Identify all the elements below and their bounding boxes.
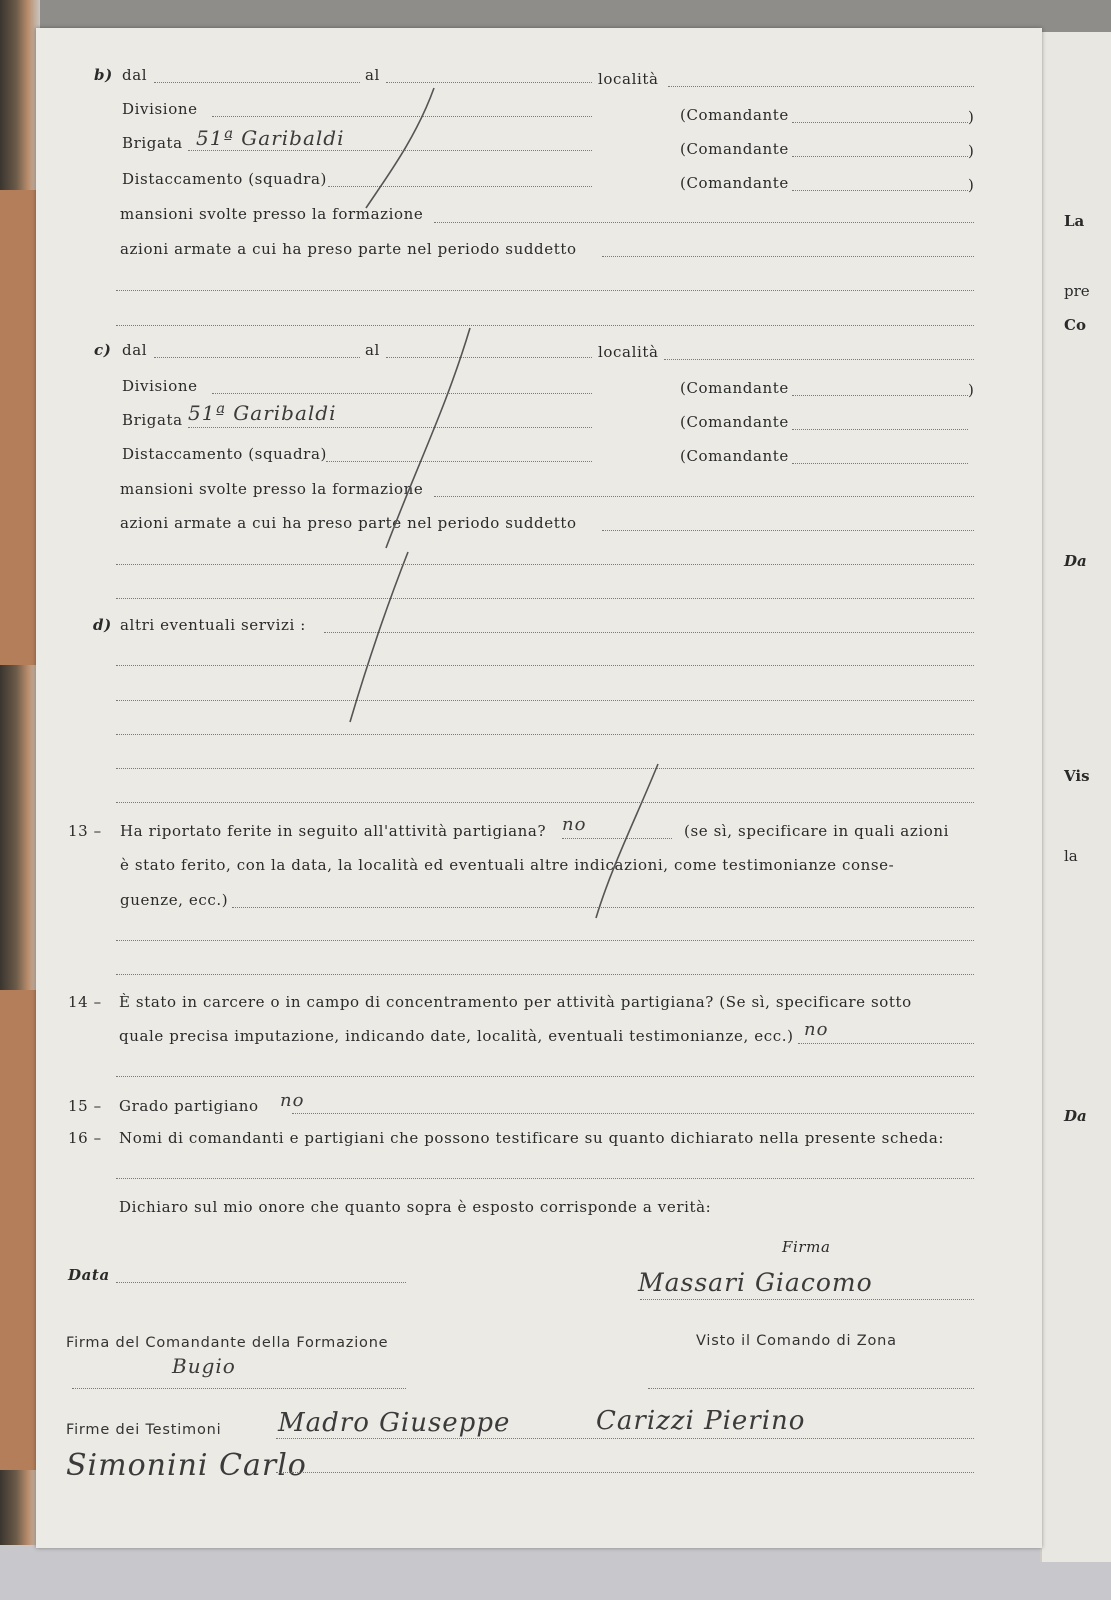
localita-label: località bbox=[598, 70, 659, 88]
ink-stroke bbox=[350, 552, 408, 722]
altri-servizi-line[interactable] bbox=[116, 700, 974, 701]
comandante-field[interactable] bbox=[792, 122, 968, 123]
q14-number: 14 – bbox=[68, 993, 102, 1011]
facing-page-text: Co bbox=[1064, 316, 1086, 334]
scan-background bbox=[0, 1545, 1111, 1600]
comandante-field[interactable] bbox=[792, 429, 968, 430]
altri-servizi-line[interactable] bbox=[116, 768, 974, 769]
comandante-label: (Comandante bbox=[680, 106, 789, 124]
data-field[interactable] bbox=[116, 1282, 406, 1283]
q15-field[interactable] bbox=[292, 1113, 974, 1114]
section-c-letter: c) bbox=[94, 341, 112, 359]
azioni-line[interactable] bbox=[116, 564, 974, 565]
data-label: Data bbox=[68, 1266, 110, 1284]
testimone-signature: Carizzi Pierino bbox=[596, 1406, 806, 1436]
altri-servizi-line[interactable] bbox=[116, 734, 974, 735]
q13-question: Ha riportato ferite in seguito all'attività partigiana? bbox=[120, 822, 547, 840]
q16-line[interactable] bbox=[116, 1178, 974, 1179]
q13-question-cont: (se sì, specificare in quali azioni bbox=[684, 822, 950, 840]
comandante-field[interactable] bbox=[792, 156, 968, 157]
facing-page-text: Vis bbox=[1064, 767, 1090, 785]
mansioni-field[interactable] bbox=[434, 222, 974, 223]
azioni-line[interactable] bbox=[116, 325, 974, 326]
q15-answer: no bbox=[280, 1090, 305, 1111]
distaccamento-field[interactable] bbox=[326, 461, 592, 462]
q13-question-line3: guenze, ecc.) bbox=[120, 891, 229, 909]
altri-servizi-field[interactable] bbox=[324, 632, 974, 633]
section-b-letter: b) bbox=[94, 66, 113, 84]
q14-question-line2: quale precisa imputazione, indicando date, località, eventuali testimonianze, ecc.) bbox=[119, 1027, 794, 1045]
dal-label: dal bbox=[122, 66, 148, 84]
facing-page-text: Da bbox=[1064, 552, 1087, 570]
distaccamento-field[interactable] bbox=[328, 186, 592, 187]
firma-comandante-label: Firma del Comandante della Formazione bbox=[66, 1335, 389, 1351]
brigata-field[interactable] bbox=[188, 427, 592, 428]
localita-field[interactable] bbox=[664, 359, 974, 360]
firma-signature: Massari Giacomo bbox=[638, 1268, 873, 1297]
q14-field[interactable] bbox=[798, 1043, 974, 1044]
divisione-field[interactable] bbox=[212, 116, 592, 117]
q15-number: 15 – bbox=[68, 1097, 102, 1115]
mansioni-field[interactable] bbox=[434, 496, 974, 497]
brigata-handwritten: 51ª Garibaldi bbox=[196, 126, 345, 150]
mansioni-label: mansioni svolte presso la formazione bbox=[120, 205, 424, 223]
distaccamento-label: Distaccamento (squadra) bbox=[122, 445, 327, 463]
q16-number: 16 – bbox=[68, 1129, 102, 1147]
comandante-label: (Comandante bbox=[680, 174, 789, 192]
azioni-field[interactable] bbox=[602, 530, 974, 531]
altri-servizi-label: altri eventuali servizi : bbox=[120, 616, 306, 634]
close-paren: ) bbox=[968, 381, 975, 399]
comandante-field[interactable] bbox=[72, 1388, 406, 1389]
testimoni-field[interactable] bbox=[276, 1438, 974, 1439]
al-label: al bbox=[365, 341, 380, 359]
binder-strip bbox=[0, 190, 38, 665]
altri-servizi-line[interactable] bbox=[116, 802, 974, 803]
comandante-label: (Comandante bbox=[680, 379, 789, 397]
ink-stroke bbox=[596, 764, 658, 918]
comandante-signature: Bugio bbox=[172, 1354, 236, 1378]
declaration-text: Dichiaro sul mio onore che quanto sopra è esposto corrisponde a verità: bbox=[119, 1198, 712, 1216]
facing-page-text: pre bbox=[1064, 282, 1090, 300]
divisione-field[interactable] bbox=[212, 393, 592, 394]
brigata-label: Brigata bbox=[122, 134, 183, 152]
q16-label: Nomi di comandanti e partigiani che possono testificare su quanto dichiarato nella presente scheda: bbox=[119, 1129, 945, 1147]
divisione-label: Divisione bbox=[122, 100, 198, 118]
close-paren: ) bbox=[968, 176, 975, 194]
al-field[interactable] bbox=[386, 82, 592, 83]
dal-label: dal bbox=[122, 341, 148, 359]
comandante-field[interactable] bbox=[792, 395, 968, 396]
brigata-handwritten: 51ª Garibaldi bbox=[188, 401, 337, 425]
azioni-field[interactable] bbox=[602, 256, 974, 257]
azioni-line[interactable] bbox=[116, 290, 974, 291]
mansioni-label: mansioni svolte presso la formazione bbox=[120, 480, 424, 498]
q13-number: 13 – bbox=[68, 822, 102, 840]
q14-question: È stato in carcere o in campo di concentramento per attività partigiana? (Se sì, specificare sotto bbox=[119, 993, 912, 1011]
facing-page-text: la bbox=[1064, 847, 1078, 865]
q13-line[interactable] bbox=[116, 940, 974, 941]
binder-strip bbox=[0, 990, 38, 1470]
comandante-field[interactable] bbox=[792, 190, 968, 191]
testimoni-field[interactable] bbox=[276, 1472, 974, 1473]
testimone-signature: Simonini Carlo bbox=[66, 1448, 307, 1483]
comandante-label: (Comandante bbox=[680, 447, 789, 465]
comandante-label: (Comandante bbox=[680, 413, 789, 431]
comandante-field[interactable] bbox=[792, 463, 968, 464]
q13-answer: no bbox=[562, 814, 587, 835]
localita-field[interactable] bbox=[668, 86, 974, 87]
dal-field[interactable] bbox=[154, 357, 360, 358]
firma-field[interactable] bbox=[640, 1299, 974, 1300]
form-page bbox=[36, 28, 1042, 1548]
q13-question-line2: è stato ferito, con la data, la località ed eventuali altre indicazioni, come testimonianze conse- bbox=[120, 856, 895, 874]
firma-label: Firma bbox=[782, 1238, 831, 1256]
altri-servizi-line[interactable] bbox=[116, 665, 974, 666]
azioni-label: azioni armate a cui ha preso parte nel periodo suddetto bbox=[120, 240, 577, 258]
section-d-letter: d) bbox=[93, 616, 112, 634]
q15-label: Grado partigiano bbox=[119, 1097, 259, 1115]
q14-answer: no bbox=[804, 1019, 829, 1040]
close-paren: ) bbox=[968, 142, 975, 160]
azioni-line[interactable] bbox=[116, 598, 974, 599]
comandante-label: (Comandante bbox=[680, 140, 789, 158]
q13-line[interactable] bbox=[232, 907, 974, 908]
al-field[interactable] bbox=[386, 357, 592, 358]
dal-field[interactable] bbox=[154, 82, 360, 83]
close-paren: ) bbox=[968, 108, 975, 126]
brigata-label: Brigata bbox=[122, 411, 183, 429]
facing-page-text: Da bbox=[1064, 1107, 1087, 1125]
divisione-label: Divisione bbox=[122, 377, 198, 395]
testimone-signature: Madro Giuseppe bbox=[278, 1408, 511, 1438]
brigata-field[interactable] bbox=[188, 150, 592, 151]
q14-line[interactable] bbox=[116, 1076, 974, 1077]
facing-page-text: La bbox=[1064, 212, 1085, 230]
q13-field[interactable] bbox=[562, 838, 672, 839]
facing-page bbox=[1040, 32, 1111, 1562]
q13-line[interactable] bbox=[116, 974, 974, 975]
distaccamento-label: Distaccamento (squadra) bbox=[122, 170, 327, 188]
localita-label: località bbox=[598, 343, 659, 361]
visto-field[interactable] bbox=[648, 1388, 974, 1389]
firme-testimoni-label: Firme dei Testimoni bbox=[66, 1422, 222, 1438]
ink-stroke bbox=[366, 88, 434, 208]
al-label: al bbox=[365, 66, 380, 84]
azioni-label: azioni armate a cui ha preso parte nel periodo suddetto bbox=[120, 514, 577, 532]
visto-comando-label: Visto il Comando di Zona bbox=[696, 1333, 897, 1349]
